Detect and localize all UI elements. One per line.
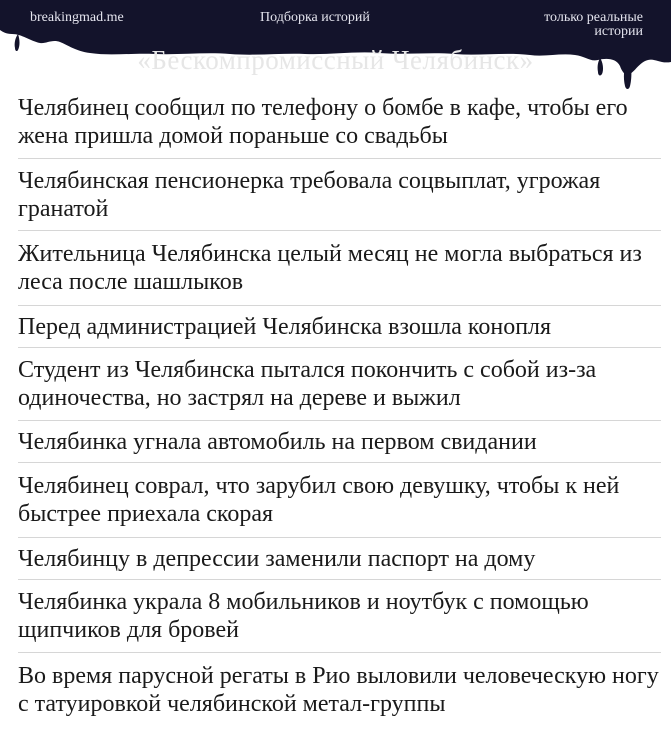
list-item bbox=[18, 462, 661, 537]
story-text: Челябинцу в депрессии заменили паспорт на дому bbox=[18, 545, 536, 572]
list-item bbox=[18, 579, 661, 652]
list-item bbox=[18, 158, 661, 230]
list-item bbox=[18, 347, 661, 420]
story-text: Жительница Челябинска целый месяц не могла выбраться из леса после шашлыков bbox=[18, 241, 642, 295]
list-item bbox=[18, 85, 661, 158]
tagline bbox=[493, 11, 643, 39]
story-text: Челябинка угнала автомобиль на первом свидании bbox=[18, 428, 537, 455]
list-item bbox=[18, 420, 661, 462]
list-item bbox=[18, 537, 661, 579]
story-text: Челябинка украла 8 мобильников и ноутбук с помощью щипчиков для бровей bbox=[18, 589, 589, 643]
list-item bbox=[18, 230, 661, 305]
tagline-line-1: только реальные bbox=[544, 10, 643, 25]
story-text: Во время парусной регаты в Рио выловили человеческую ногу с татуировкой челябинской метал-группы bbox=[18, 663, 659, 717]
site-name: breakingmad.me bbox=[30, 10, 124, 25]
story-text: Челябинец соврал, что зарубил свою девушку, чтобы к ней быстрее приехала скорая bbox=[18, 473, 620, 527]
tagline-line-2: истории bbox=[594, 24, 643, 39]
list-item bbox=[18, 652, 661, 727]
story-text: Перед администрацией Челябинска взошла конопля bbox=[18, 313, 552, 340]
story-list bbox=[18, 85, 661, 727]
list-item bbox=[18, 305, 661, 347]
story-text: Челябинец сообщил по телефону о бомбе в кафе, чтобы его жена пришла домой пораньше со свадьбы bbox=[18, 94, 628, 149]
story-text: Челябинская пенсионерка требовала соцвыплат, угрожая гранатой bbox=[18, 167, 601, 222]
page-title: «Бескомпромиссный Челябинск» bbox=[137, 45, 534, 75]
section-label: Подборка историй bbox=[260, 10, 370, 25]
header-banner bbox=[0, 0, 671, 92]
story-text: Студент из Челябинска пытался покончить с собой из-за одиночества, но застрял на дереве и выжил bbox=[18, 357, 597, 411]
